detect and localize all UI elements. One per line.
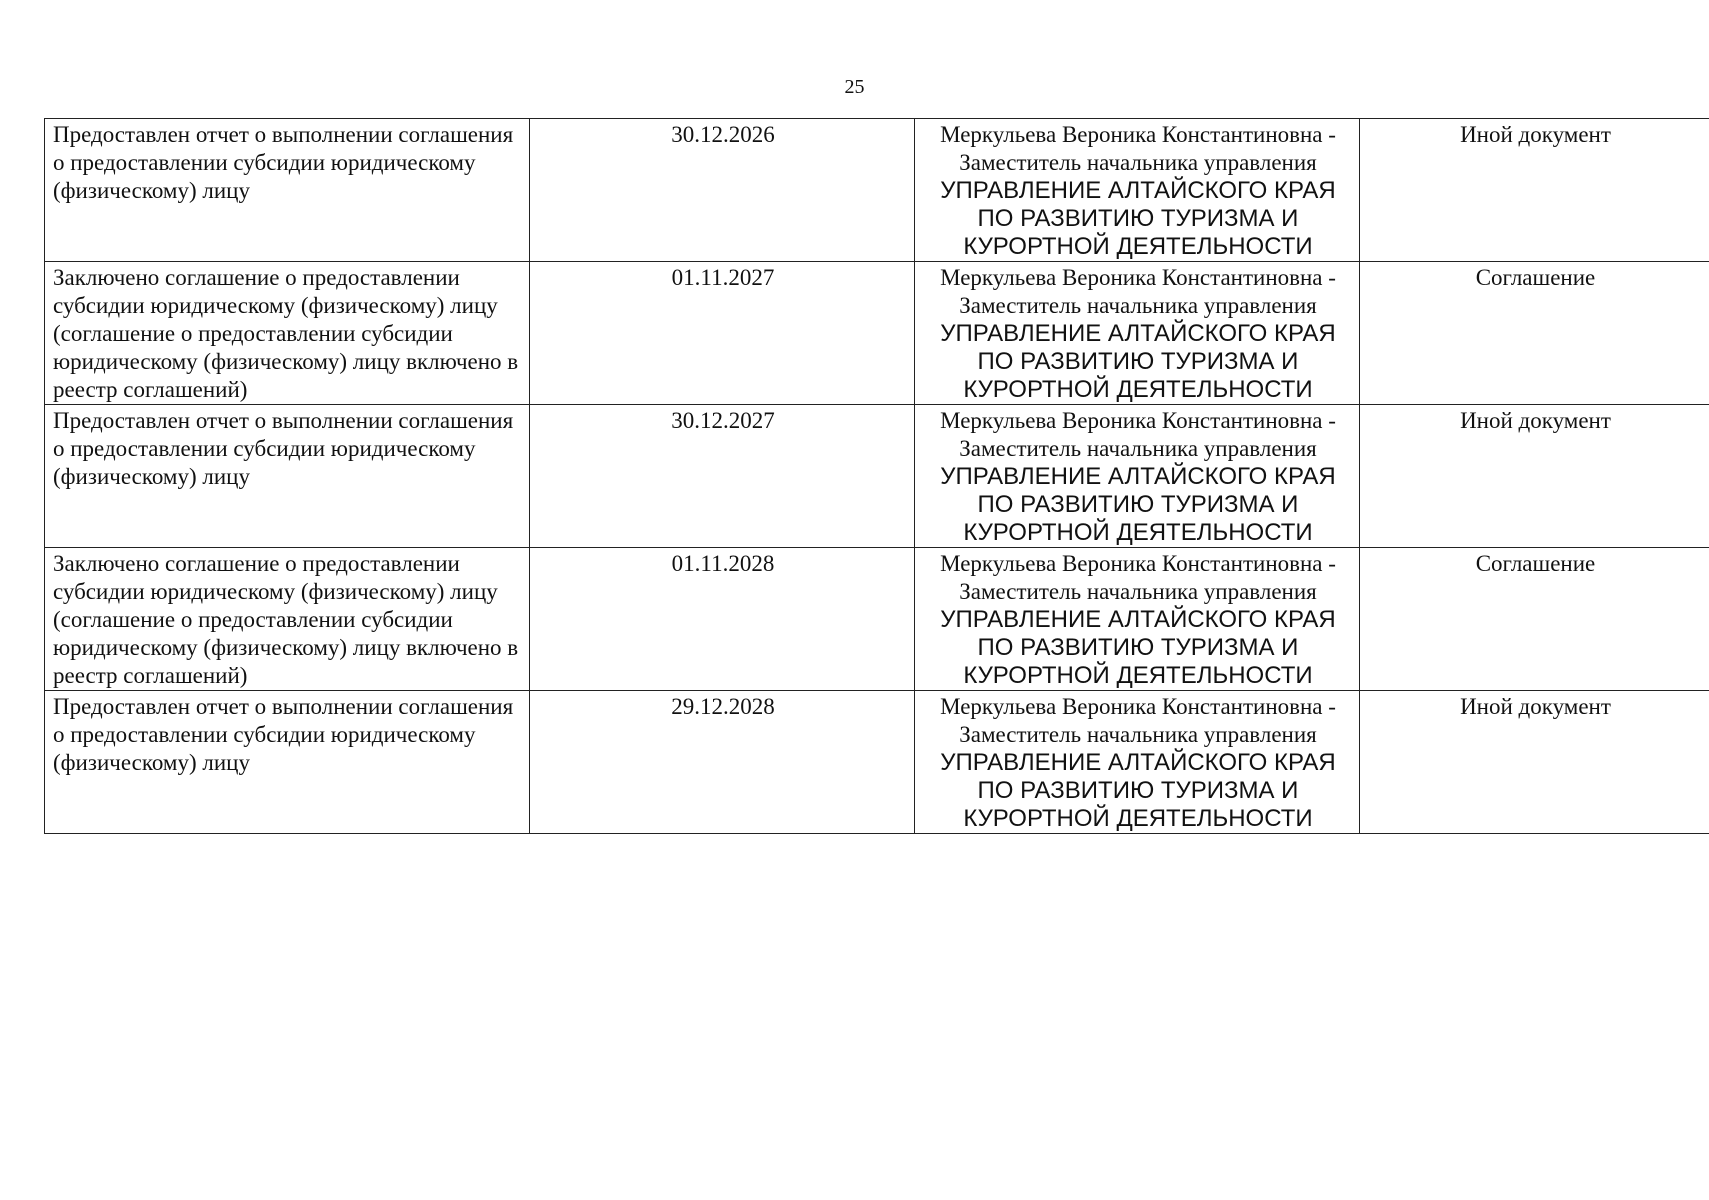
- table-row: [45, 548, 1709, 691]
- schedule-table: [44, 118, 1709, 834]
- document-type-cell: Иной документ: [1360, 119, 1709, 262]
- page-number: 25: [844, 76, 865, 98]
- document-type-cell: Иной документ: [1360, 405, 1709, 548]
- responsible-person: Меркульева Вероника Константиновна - Заместитель начальника управления: [940, 265, 1336, 318]
- responsible-person: Меркульева Вероника Константиновна - Заместитель начальника управления: [940, 408, 1336, 461]
- date-cell: 01.11.2028: [530, 548, 915, 691]
- document-type-cell: Соглашение: [1360, 548, 1709, 691]
- event-cell: Предоставлен отчет о выполнении соглашения о предоставлении субсидии юридическому (физическому) лицу: [45, 119, 530, 262]
- date-cell: 01.11.2027: [530, 262, 915, 405]
- date-cell: 30.12.2026: [530, 119, 915, 262]
- responsible-cell: [915, 262, 1360, 405]
- responsible-cell: [915, 691, 1360, 834]
- responsible-organization: УПРАВЛЕНИЕ АЛТАЙСКОГО КРАЯ ПО РАЗВИТИЮ ТУРИЗМА И КУРОРТНОЙ ДЕЯТЕЛЬНОСТИ: [940, 320, 1336, 403]
- responsible-cell: [915, 119, 1360, 262]
- date-cell: 29.12.2028: [530, 691, 915, 834]
- table-row: [45, 119, 1709, 262]
- responsible-person: Меркульева Вероника Константиновна - Заместитель начальника управления: [940, 551, 1336, 604]
- responsible-organization: УПРАВЛЕНИЕ АЛТАЙСКОГО КРАЯ ПО РАЗВИТИЮ ТУРИЗМА И КУРОРТНОЙ ДЕЯТЕЛЬНОСТИ: [940, 463, 1336, 546]
- event-cell: Заключено соглашение о предоставлении субсидии юридическому (физическому) лицу (соглашение о предоставлении субсидии юридическому (физическому) лицу включено в реестр соглашений): [45, 548, 530, 691]
- table-row: [45, 691, 1709, 834]
- event-cell: Заключено соглашение о предоставлении субсидии юридическому (физическому) лицу (соглашение о предоставлении субсидии юридическому (физическому) лицу включено в реестр соглашений): [45, 262, 530, 405]
- document-type-cell: Соглашение: [1360, 262, 1709, 405]
- responsible-organization: УПРАВЛЕНИЕ АЛТАЙСКОГО КРАЯ ПО РАЗВИТИЮ ТУРИЗМА И КУРОРТНОЙ ДЕЯТЕЛЬНОСТИ: [940, 606, 1336, 689]
- document-type-cell: Иной документ: [1360, 691, 1709, 834]
- table-row: [45, 405, 1709, 548]
- table-row: [45, 262, 1709, 405]
- event-cell: Предоставлен отчет о выполнении соглашения о предоставлении субсидии юридическому (физическому) лицу: [45, 405, 530, 548]
- responsible-organization: УПРАВЛЕНИЕ АЛТАЙСКОГО КРАЯ ПО РАЗВИТИЮ ТУРИЗМА И КУРОРТНОЙ ДЕЯТЕЛЬНОСТИ: [940, 177, 1336, 260]
- responsible-organization: УПРАВЛЕНИЕ АЛТАЙСКОГО КРАЯ ПО РАЗВИТИЮ ТУРИЗМА И КУРОРТНОЙ ДЕЯТЕЛЬНОСТИ: [940, 749, 1336, 832]
- date-cell: 30.12.2027: [530, 405, 915, 548]
- responsible-person: Меркульева Вероника Константиновна - Заместитель начальника управления: [940, 694, 1336, 747]
- responsible-cell: [915, 548, 1360, 691]
- event-cell: Предоставлен отчет о выполнении соглашения о предоставлении субсидии юридическому (физическому) лицу: [45, 691, 530, 834]
- responsible-cell: [915, 405, 1360, 548]
- responsible-person: Меркульева Вероника Константиновна - Заместитель начальника управления: [940, 122, 1336, 175]
